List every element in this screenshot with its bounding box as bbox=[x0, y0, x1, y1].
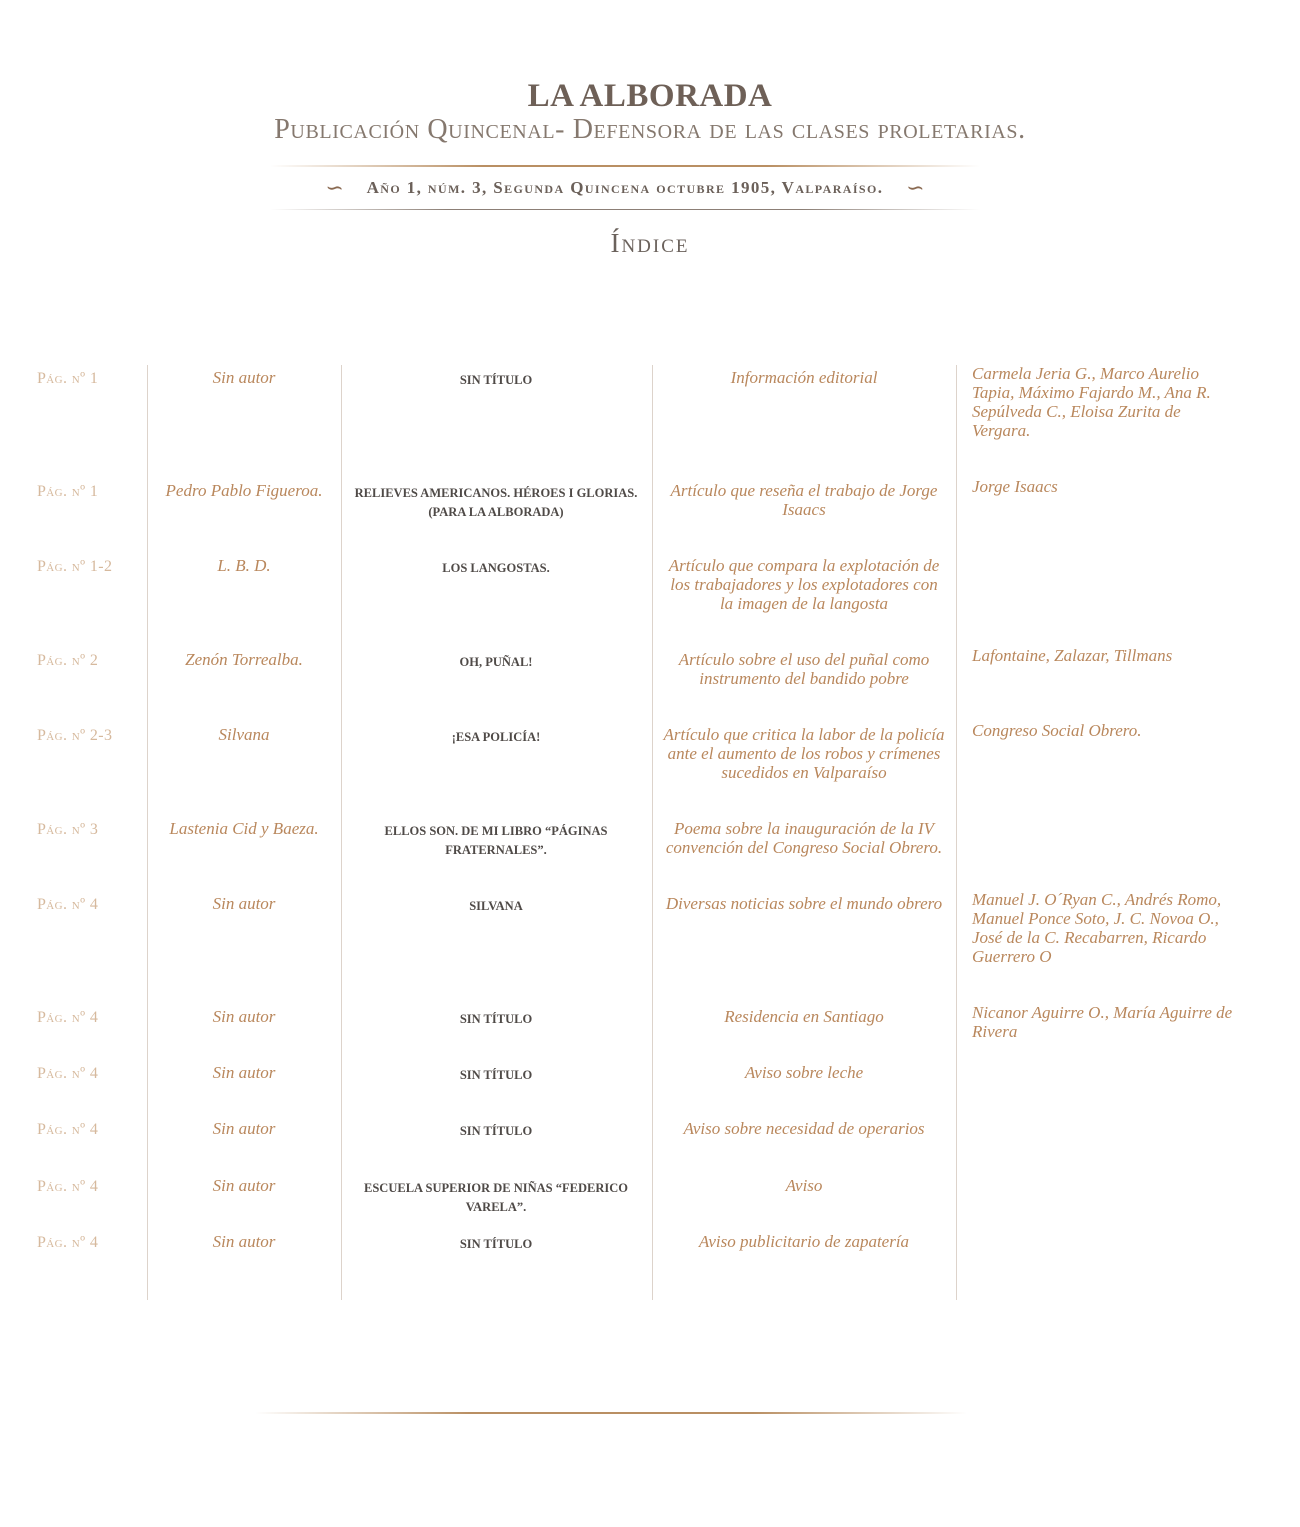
author: Sin autor bbox=[212, 1063, 276, 1082]
author: Sin autor bbox=[212, 894, 276, 913]
column-divider bbox=[956, 365, 957, 1300]
references: Nicanor Aguirre O., María Aguirre de Rivera bbox=[972, 1003, 1233, 1041]
page-number: Pág. nº 1-2 bbox=[37, 558, 113, 575]
description: Diversas noticias sobre el mundo obrero bbox=[665, 894, 943, 913]
references: Lafontaine, Zalazar, Tillmans bbox=[972, 646, 1173, 665]
page-number: Pág. nº 2-3 bbox=[37, 727, 113, 744]
description: Información editorial bbox=[730, 368, 878, 387]
page-number: Pág. nº 1 bbox=[37, 370, 99, 387]
page-number: Pág. nº 4 bbox=[37, 1121, 99, 1138]
page-number: Pág. nº 2 bbox=[37, 652, 99, 669]
page-number: Pág. nº 4 bbox=[37, 1065, 99, 1082]
page-number: Pág. nº 4 bbox=[37, 1178, 99, 1195]
masthead bbox=[0, 78, 1300, 146]
author: Lastenia Cid y Baeza. bbox=[169, 819, 319, 838]
article-title: SIN TÍTULO bbox=[459, 1124, 533, 1138]
footer-rule bbox=[255, 1412, 967, 1414]
page-number: Pág. nº 4 bbox=[37, 896, 99, 913]
author: Pedro Pablo Figueroa. bbox=[165, 481, 323, 500]
article-title: SILVANA bbox=[469, 899, 523, 913]
article-title: OH, PUÑAL! bbox=[459, 655, 533, 669]
description: Artículo que critica la labor de la policía ante el aumento de los robos y crímenes sucedidos en Valparaíso bbox=[663, 725, 945, 782]
references: Manuel J. O´Ryan C., Andrés Romo, Manuel Ponce Soto, J. C. Novoa O., José de la C. Recabarren, Ricardo Guerrero O bbox=[972, 890, 1222, 966]
article-title: SIN TÍTULO bbox=[459, 373, 533, 387]
issue-info: Año 1, núm. 3, Segunda Quincena octubre 1905, Valparaíso. bbox=[366, 178, 884, 197]
ornament-right-icon: ∽ bbox=[906, 175, 925, 200]
author: Sin autor bbox=[212, 368, 276, 387]
index-heading: Índice bbox=[610, 228, 690, 258]
publication-subtitle: Publicación Quincenal- Defensora de las clases proletarias. bbox=[274, 114, 1026, 145]
description: Poema sobre la inauguración de la IV convención del Congreso Social Obrero. bbox=[665, 819, 943, 857]
article-title: SIN TÍTULO bbox=[459, 1012, 533, 1026]
issue-line bbox=[270, 170, 980, 206]
page-number: Pág. nº 4 bbox=[37, 1234, 99, 1251]
column-divider bbox=[341, 365, 342, 1300]
author: Sin autor bbox=[212, 1232, 276, 1251]
page-number: Pág. nº 3 bbox=[37, 821, 99, 838]
page-number: Pág. nº 4 bbox=[37, 1009, 99, 1026]
article-title: ¡ESA POLICÍA! bbox=[451, 730, 541, 744]
column-divider bbox=[652, 365, 653, 1300]
article-title: LOS LANGOSTAS. bbox=[442, 561, 550, 575]
article-title: ELLOS SON. DE MI LIBRO “PÁGINAS FRATERNALES”. bbox=[384, 824, 608, 857]
author: Sin autor bbox=[212, 1176, 276, 1195]
author: L. B. D. bbox=[217, 556, 271, 575]
description: Artículo que compara la explotación de los trabajadores y los explotadores con la imagen de la langosta bbox=[668, 556, 940, 613]
ornament-left-icon: ∽ bbox=[325, 175, 344, 200]
header-top-rule bbox=[270, 165, 980, 167]
article-title: RELIEVES AMERICANOS. HÉROES I GLORIAS. (PARA LA ALBORADA) bbox=[354, 486, 638, 519]
author: Zenón Torrealba. bbox=[185, 650, 303, 669]
header-bottom-rule bbox=[270, 209, 980, 210]
author: Sin autor bbox=[212, 1007, 276, 1026]
author: Silvana bbox=[218, 725, 270, 744]
publication-title: LA ALBORADA bbox=[527, 78, 773, 114]
description: Residencia en Santiago bbox=[724, 1007, 884, 1026]
description: Artículo que reseña el trabajo de Jorge Isaacs bbox=[670, 481, 938, 519]
description: Aviso sobre necesidad de operarios bbox=[683, 1119, 925, 1138]
article-title: SIN TÍTULO bbox=[459, 1237, 533, 1251]
references: Jorge Isaacs bbox=[972, 477, 1058, 496]
description: Aviso bbox=[785, 1176, 823, 1195]
description: Artículo sobre el uso del puñal como instrumento del bandido pobre bbox=[678, 650, 930, 688]
article-title: SIN TÍTULO bbox=[459, 1068, 533, 1082]
references: Carmela Jeria G., Marco Aurelio Tapia, Máximo Fajardo M., Ana R. Sepúlveda C., Eloisa Zurita de Vergara. bbox=[972, 364, 1211, 440]
author: Sin autor bbox=[212, 1119, 276, 1138]
description: Aviso publicitario de zapatería bbox=[698, 1232, 910, 1251]
description: Aviso sobre leche bbox=[744, 1063, 864, 1082]
page-number: Pág. nº 1 bbox=[37, 483, 99, 500]
article-title: ESCUELA SUPERIOR DE NIÑAS “FEDERICO VARELA”. bbox=[364, 1181, 628, 1214]
references: Congreso Social Obrero. bbox=[972, 721, 1142, 740]
